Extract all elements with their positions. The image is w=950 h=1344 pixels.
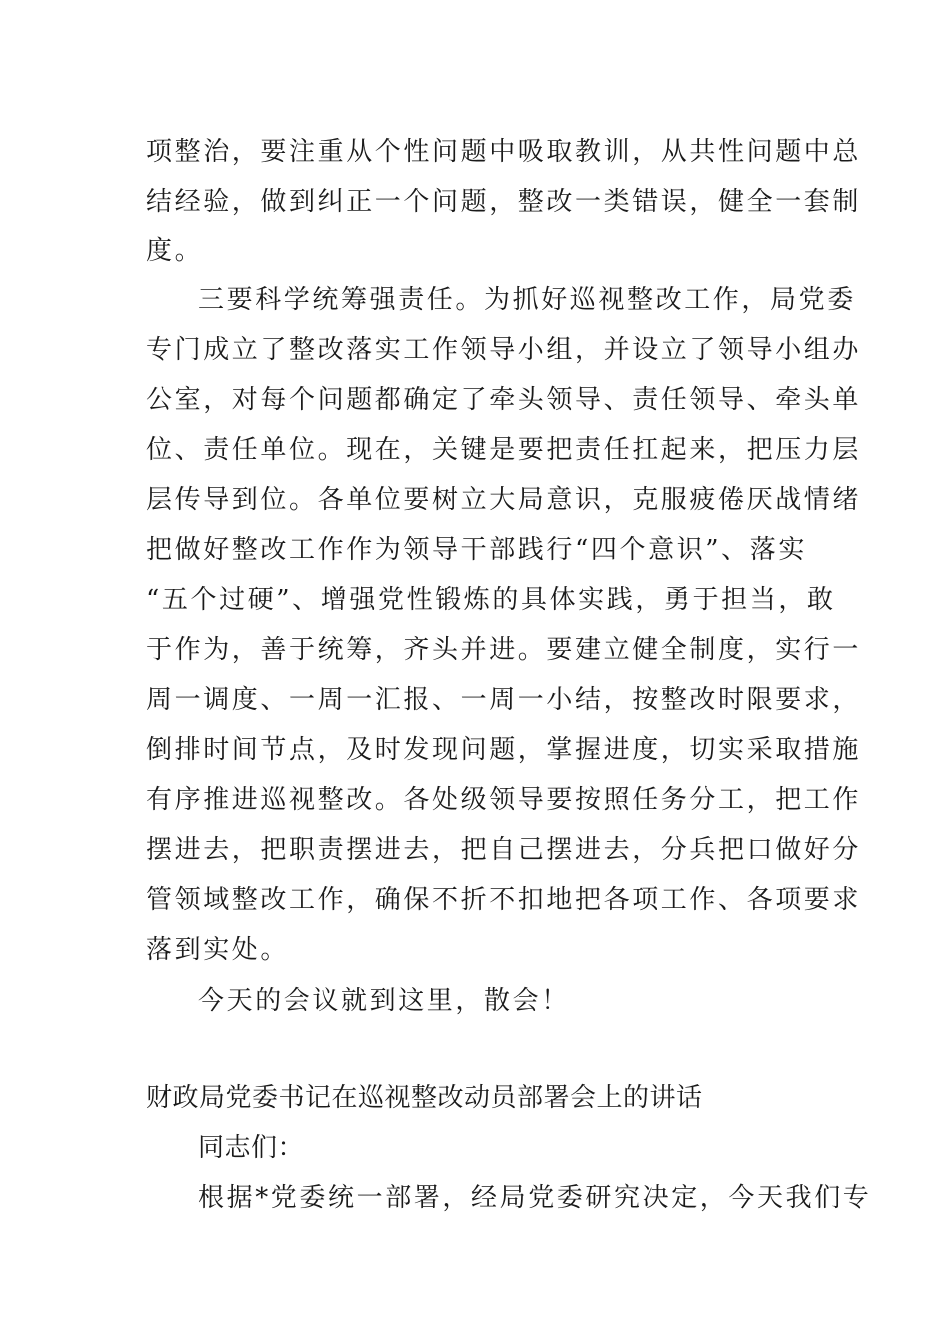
text-line: 三要科学统筹强责任。为抓好巡视整改工作，局党委	[198, 285, 856, 315]
text-line: 于作为，善于统筹，齐头并进。要建立健全制度，实行一	[146, 635, 862, 665]
text-line: 摆进去，把职责摆进去，把自己摆进去，分兵把口做好分	[146, 835, 862, 865]
text-line: 层传导到位。各单位要树立大局意识，克服疲倦厌战情绪	[146, 485, 862, 515]
text-line: 项整治，要注重从个性问题中吸取教训，从共性问题中总	[146, 137, 862, 167]
text-line: 位、责任单位。现在，关键是要把责任扛起来，把压力层	[146, 435, 862, 465]
text-line: 有序推进巡视整改。各处级领导要按照任务分工，把工作	[146, 785, 862, 815]
text-line: 管领域整改工作，确保不折不扣地把各项工作、各项要求	[146, 885, 862, 915]
salutation: 同志们：	[198, 1133, 305, 1163]
text-line: 倒排时间节点，及时发现问题，掌握进度，切实采取措施	[146, 735, 862, 765]
section-title: 财政局党委书记在巡视整改动员部署会上的讲话	[146, 1083, 703, 1113]
text-line: 公室，对每个问题都确定了牵头领导、责任领导、牵头单	[146, 385, 862, 415]
text-line: 专门成立了整改落实工作领导小组，并设立了领导小组办	[146, 335, 862, 365]
text-line: 落到实处。	[146, 935, 290, 965]
text-line: 结经验，做到纠正一个问题，整改一类错误，健全一套制	[146, 187, 862, 217]
text-line: “五个过硬”、增强党性锻炼的具体实践，勇于担当，敢	[146, 585, 836, 615]
text-line: 度。	[146, 236, 204, 266]
closing-line: 今天的会议就到这里，散会！	[198, 986, 570, 1016]
text-line: 根据*党委统一部署，经局党委研究决定，今天我们专	[198, 1183, 872, 1213]
text-line: 把做好整改工作作为领导干部践行“四个意识”、落实	[146, 535, 807, 565]
text-line: 周一调度、一周一汇报、一周一小结，按整改时限要求，	[146, 685, 862, 715]
